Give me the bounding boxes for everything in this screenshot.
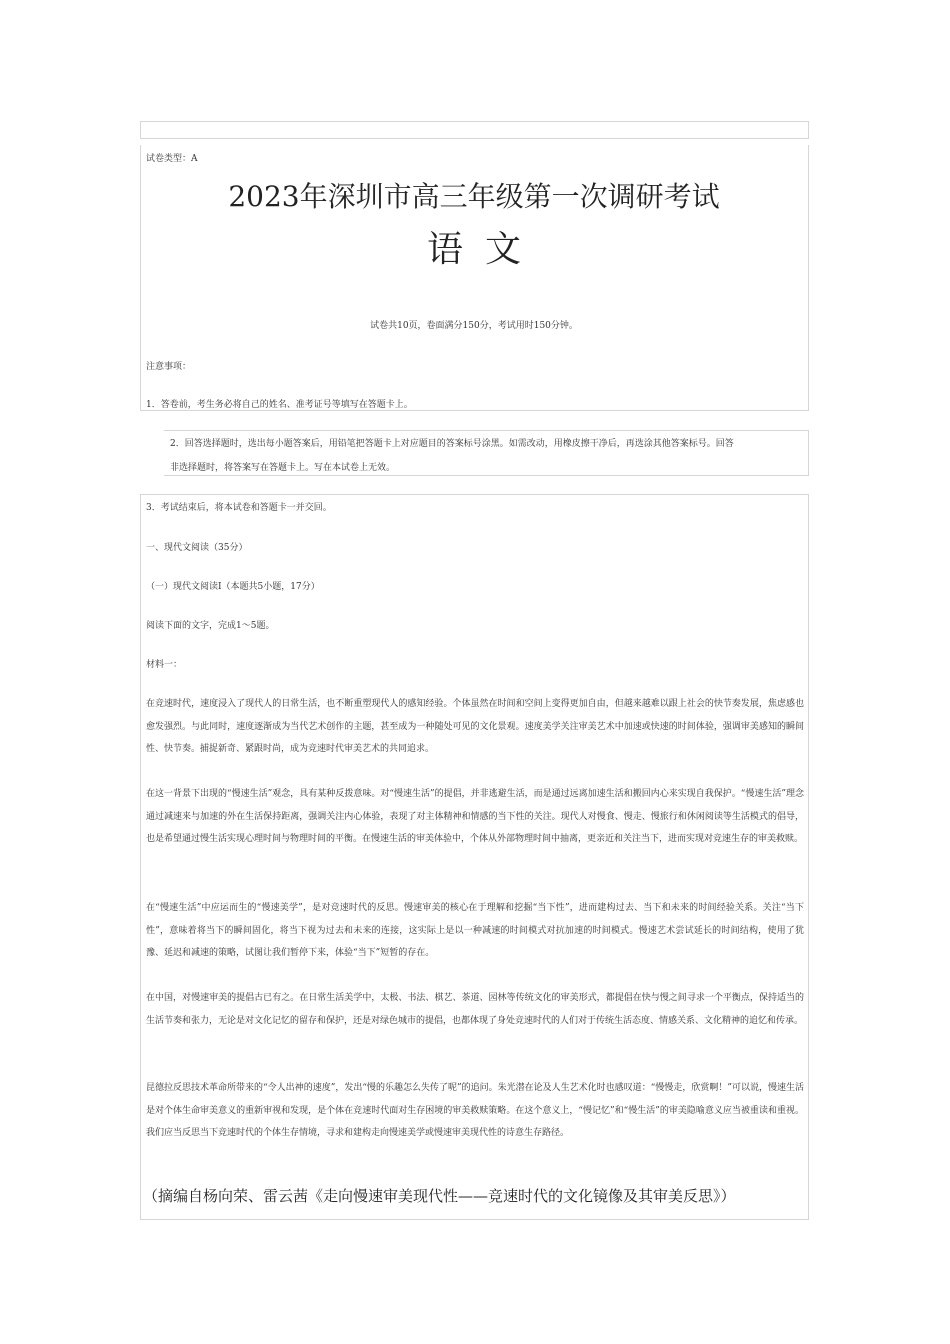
exam-info: 试卷共10页，卷面满分150分，考试用时150分钟。 (370, 321, 578, 331)
source-citation: （摘编自杨向荣、雷云茜《走向慢速审美现代性——竞速时代的文化镜像及其审美反思》） (143, 1187, 736, 1205)
notice-item-2-line-2: 非选择题时，将答案写在答题卡上。写在本试卷上无效。 (170, 463, 396, 473)
notice-item-3: 3．考试结束后，将本试卷和答题卡一并交回。 (146, 503, 332, 513)
notice-heading: 注意事项： (146, 362, 192, 372)
paragraph-3: 在“慢速生活”中应运而生的“慢速美学”，是对竞速时代的反思。慢速审美的核心在于理解和挖掘“当下性”，进而建构过去、当下和未来的时间经验关系。关注“当下性”，意味着将当下的瞬间固化，将当下视为过去和未来的连接，这实际上是以一种减速的时间模式对抗加速的时间模式。慢速艺术尝试延长的时间结构，使用了犹豫、延迟和减速的策略，试图让我们暂停下来，体验“当下”短暂的存在。 (146, 903, 804, 958)
notice-item-2-line-1: 2．回答选择题时，选出每小题答案后，用铅笔把答题卡上对应题目的答案标号涂黑。如需改动，用橡皮擦干净后，再选涂其他答案标号。回答 (170, 439, 734, 449)
subject-title: 语文 (426, 229, 543, 270)
notice-item-1: 1．答卷前，考生务必将自己的姓名、准考证号等填写在答题卡上。 (146, 400, 413, 410)
material-label: 材料一： (146, 660, 183, 670)
top-header-box (140, 121, 809, 139)
paragraph-4: 在中国，对慢速审美的提倡古已有之。在日常生活美学中，太极、书法、棋艺、茶道、园林等传统文化的审美形式，都提倡在快与慢之间寻求一个平衡点，保持适当的生活节奏和张力，无论是对文化记忆的留存和保护，还是对绿色城市的提倡，也都体现了身处竞速时代的人们对于传统生活态度、情感关系、文化精神的追忆和传承。 (146, 993, 804, 1026)
paragraph-2: 在这一背景下出现的“慢速生活”观念，具有某种反拨意味。对“慢速生活”的提倡，并非逃避生活，而是通过远离加速生活和搬回内心来实现自我保护。“慢速生活”理念通过减速来与加速的外在生活保持距离，强调关注内心体验，表现了对主体精神和情感的当下性的关注。现代人对慢食、慢走、慢旅行和休闲阅读等生活模式的倡导，也是希望通过慢生活实现心理时间与物理时间的平衡。在慢速生活的审美体验中，个体从外部物理时间中抽离，更亲近和关注当下，进而实现对竞速生存的审美救赎。 (146, 789, 804, 844)
paper-type: 试卷类型：A (146, 154, 198, 164)
exam-title: 2023年深圳市高三年级第一次调研考试 (228, 180, 720, 213)
paragraph-1: 在竞速时代，速度浸入了现代人的日常生活，也不断重塑现代人的感知经验。个体虽然在时间和空间上变得更加自由，但越来越难以跟上社会的快节奏发展，焦虑感也愈发强烈。与此同时，速度逐渐成为当代艺术创作的主题，甚至成为一种随处可见的文化景观。速度美学关注审美艺术中加速或快速的时间体验，强调审美感知的瞬间性、快节奏。捕捉新奇、紧跟时尚，成为竞速时代审美艺术的共同追求。 (146, 699, 804, 754)
section-instruction: 阅读下面的文字，完成1～5题。 (146, 621, 275, 631)
section-heading: 一、现代文阅读（35分） (146, 543, 248, 553)
paragraph-5: 昆德拉反思技术革命所带来的“令人出神的速度”，发出“慢的乐趣怎么失传了呢”的追问。朱光潜在论及人生艺术化时也感叹道：“慢慢走，欣赏啊！”可以说，慢速生活是对个体生命审美意义的重新审视和发现，是个体在竞速时代面对生存困境的审美救赎策略。在这个意义上，“慢记忆”和“慢生活”的审美隐喻意义应当被重读和重视。我们应当反思当下竞速时代的个体生存情境，寻求和建构走向慢速美学或慢速审美现代性的诗意生存路径。 (146, 1083, 804, 1138)
section-sub-heading: （一）现代文阅读Ⅰ（本题共5小题，17分） (146, 582, 320, 592)
